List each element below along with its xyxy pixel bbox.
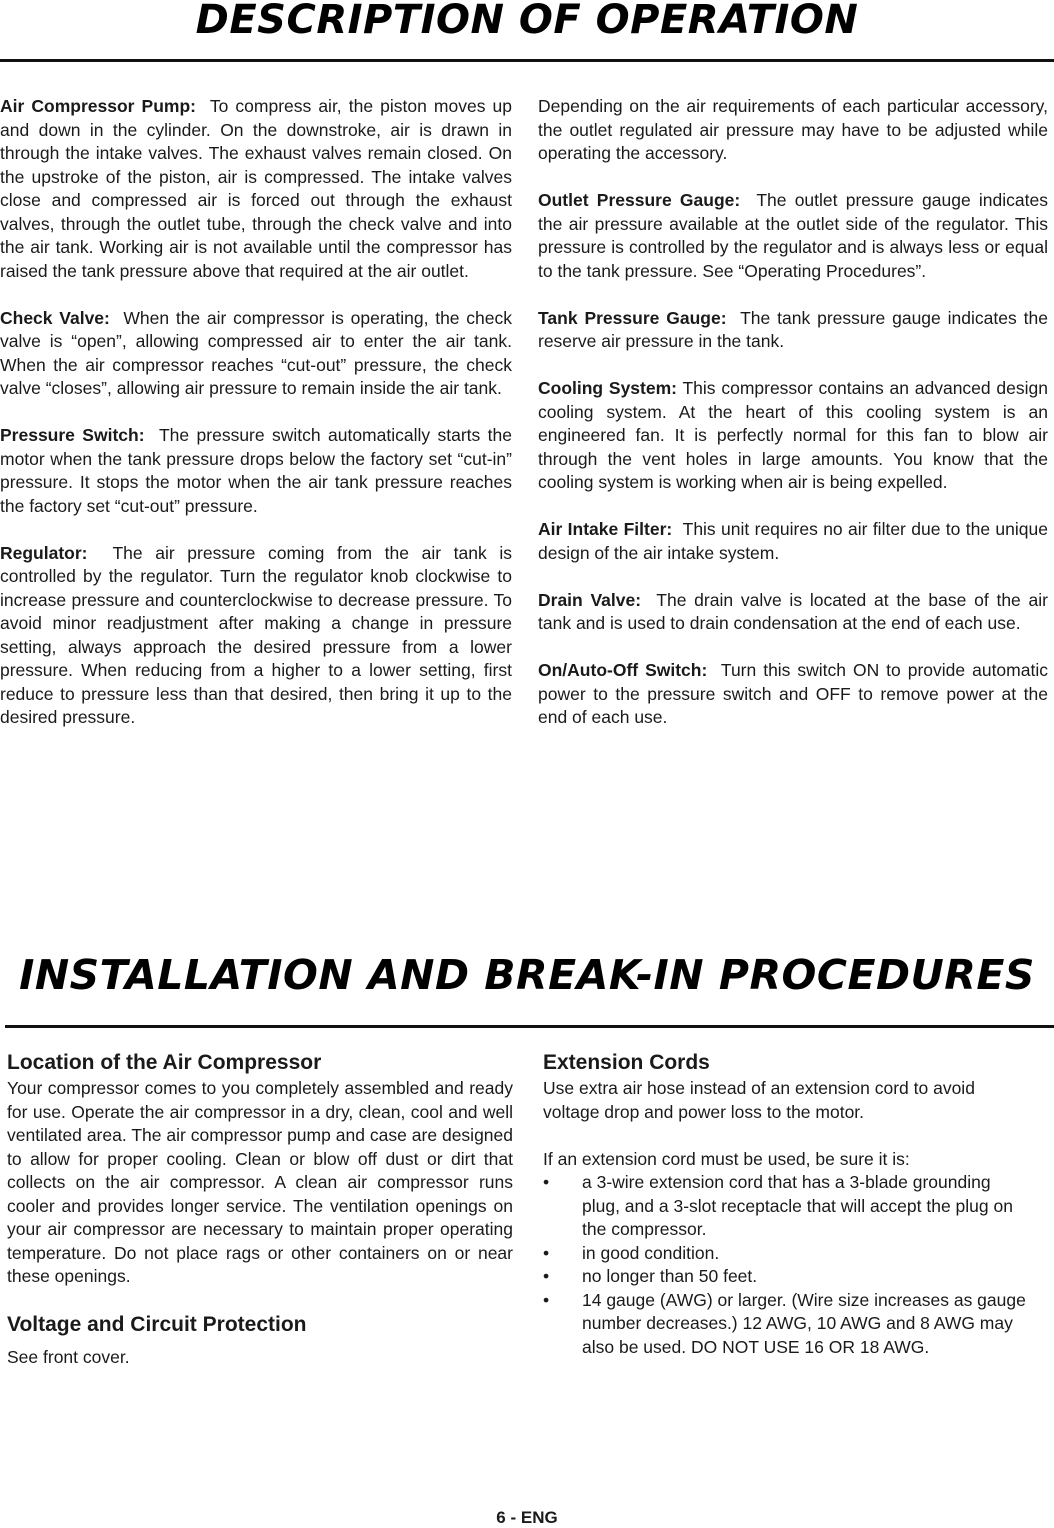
bullet-icon: •	[543, 1289, 550, 1310]
paragraph-tank-pressure-gauge	[538, 307, 1048, 354]
term-text: This unit requires no air filter due to the unique design of the air intake system.	[538, 519, 1048, 563]
term-heading: Cooling System:	[538, 378, 677, 398]
list-item	[543, 1171, 1026, 1242]
term-text: The pressure switch automatically starts the motor when the tank pressure drops below the factory set “cut-in” pressure. It stops the motor when the air tank pressure reaches the factory set “cut-out” pressure.	[0, 425, 512, 516]
term-heading: Check Valve:	[0, 307, 110, 328]
term-text: When the air compressor is operating, the check valve is “open”, allowing compressed air to enter the air tank. When the air compressor reaches “cut-out” pressure, the check valve “closes”, allowing air pressure to remain inside the air tank.	[0, 307, 512, 398]
section-heading-extension-cords: Extension Cords	[543, 1051, 710, 1074]
list-item-text: 14 gauge (AWG) or larger. (Wire size increases as gauge number decreases.) 12 AWG, 10 AWG and 8 AWG may also be used. DO NOT USE 16 OR 18 AWG.	[582, 1289, 1026, 1357]
paragraph-voltage: See front cover.	[7, 1347, 130, 1367]
term-heading: Regulator:	[0, 542, 88, 563]
paragraph-on-off-switch	[538, 659, 1048, 730]
paragraph-location: Your compressor comes to you completely assembled and ready for use. Operate the air compressor in a dry, clean, cool and well ventilated area. The air compressor pump and case are designed to allow for proper cooling. Clean or blow off dust or dirt that collects on the air compressor. A clean air compressor runs cooler and provides longer service. The ventilation openings on your air compressor are necessary to maintain proper operating temperature. Do not place rags or other containers on or near these openings.	[7, 1078, 513, 1286]
operation-right-column	[538, 95, 1048, 753]
paragraph-outlet-pressure-gauge	[538, 189, 1048, 283]
divider-rule	[0, 59, 1054, 62]
term-heading: Air Compressor Pump:	[0, 96, 196, 116]
term-text: The tank pressure gauge indicates the reserve air pressure in the tank.	[538, 307, 1048, 351]
paragraph-drain-valve	[538, 589, 1048, 636]
term-text: The drain valve is located at the base of the air tank and is used to drain condensation at the end of each use.	[538, 589, 1048, 633]
paragraph-air-compressor-pump	[0, 95, 512, 283]
paragraph-regulator	[0, 542, 512, 730]
term-heading: Pressure Switch:	[0, 425, 145, 445]
page-number: 6 - ENG	[496, 1508, 558, 1527]
bullet-icon: •	[543, 1266, 550, 1286]
list-item-text: no longer than 50 feet.	[582, 1266, 758, 1286]
page-title-operation: DESCRIPTION OF OPERATION	[195, 0, 859, 43]
bullet-icon: •	[543, 1172, 550, 1192]
paragraph-regulator-continued	[538, 95, 1048, 166]
page-title-installation: INSTALLATION AND BREAK-IN PROCEDURES	[19, 951, 1035, 999]
term-heading: Air Intake Filter:	[538, 519, 673, 539]
paragraph-extension-1: Use extra air hose instead of an extension cord to avoid voltage drop and power loss to the motor.	[543, 1078, 975, 1122]
term-heading: On/Auto-Off Switch:	[538, 660, 708, 680]
term-text: The outlet pressure gauge indicates the air pressure available at the outlet side of the regulator. This pressure is controlled by the regulator and is always less or equal to the tank pressure. See “Operating Procedures”.	[538, 190, 1048, 281]
list-item-text: in good condition.	[582, 1242, 720, 1263]
term-text: This compressor contains an advanced design cooling system. At the heart of this cooling system is an engineered fan. It is perfectly normal for this fan to blow air through the vent holes in large amounts. You know that the cooling system is working when air is being expelled.	[538, 378, 1048, 492]
paragraph-extension-2: If an extension cord must be used, be sure it is:	[543, 1148, 910, 1169]
section-heading-voltage: Voltage and Circuit Protection	[7, 1313, 307, 1336]
term-text: The air pressure coming from the air tank is controlled by the regulator. Turn the regulator knob clockwise to increase pressure and counterclockwise to decrease pressure. To avoid minor readjustment after making a change in pressure setting, always approach the desired pressure from a lower pressure. When reducing from a higher to a lower setting, first reduce to pressure less than that desired, then bring it up to the desired pressure.	[0, 542, 512, 727]
term-text: Depending on the air requirements of each particular accessory, the outlet regulated air pressure may have to be adjusted while operating the accessory.	[538, 96, 1048, 163]
section-heading-location: Location of the Air Compressor	[7, 1051, 322, 1074]
term-heading: Outlet Pressure Gauge:	[538, 190, 741, 210]
paragraph-pressure-switch	[0, 424, 512, 518]
paragraph-check-valve	[0, 307, 512, 401]
term-heading: Drain Valve:	[538, 589, 642, 610]
list-item	[543, 1242, 1026, 1266]
paragraph-cooling-system	[538, 377, 1048, 495]
list-item	[543, 1289, 1026, 1360]
list-item	[543, 1265, 1026, 1289]
term-heading: Tank Pressure Gauge:	[538, 307, 727, 328]
extension-cord-requirements-list	[543, 1171, 1026, 1359]
installation-right-column	[543, 1050, 1026, 1359]
list-item-text: a 3-wire extension cord that has a 3-blade grounding plug, and a 3-slot receptacle that will accept the plug on the compressor.	[582, 1172, 1013, 1239]
divider-rule	[5, 1025, 1054, 1028]
term-text: Turn this switch ON to provide automatic power to the pressure switch and OFF to remove power at the end of each use.	[538, 660, 1048, 727]
term-text: To compress air, the piston moves up and down in the cylinder. On the downstroke, air is drawn in through the intake valves. The exhaust valves remain closed. On the upstroke of the piston, air is compressed. The intake valves close and compressed air is forced out through the exhaust valves, through the outlet tube, through the check valve and into the air tank. Working air is not available until the compressor has raised the tank pressure above that required at the air outlet.	[0, 96, 513, 281]
installation-left-column	[7, 1050, 513, 1393]
bullet-icon: •	[543, 1242, 550, 1263]
paragraph-air-intake-filter	[538, 518, 1048, 565]
operation-left-column	[0, 95, 512, 753]
